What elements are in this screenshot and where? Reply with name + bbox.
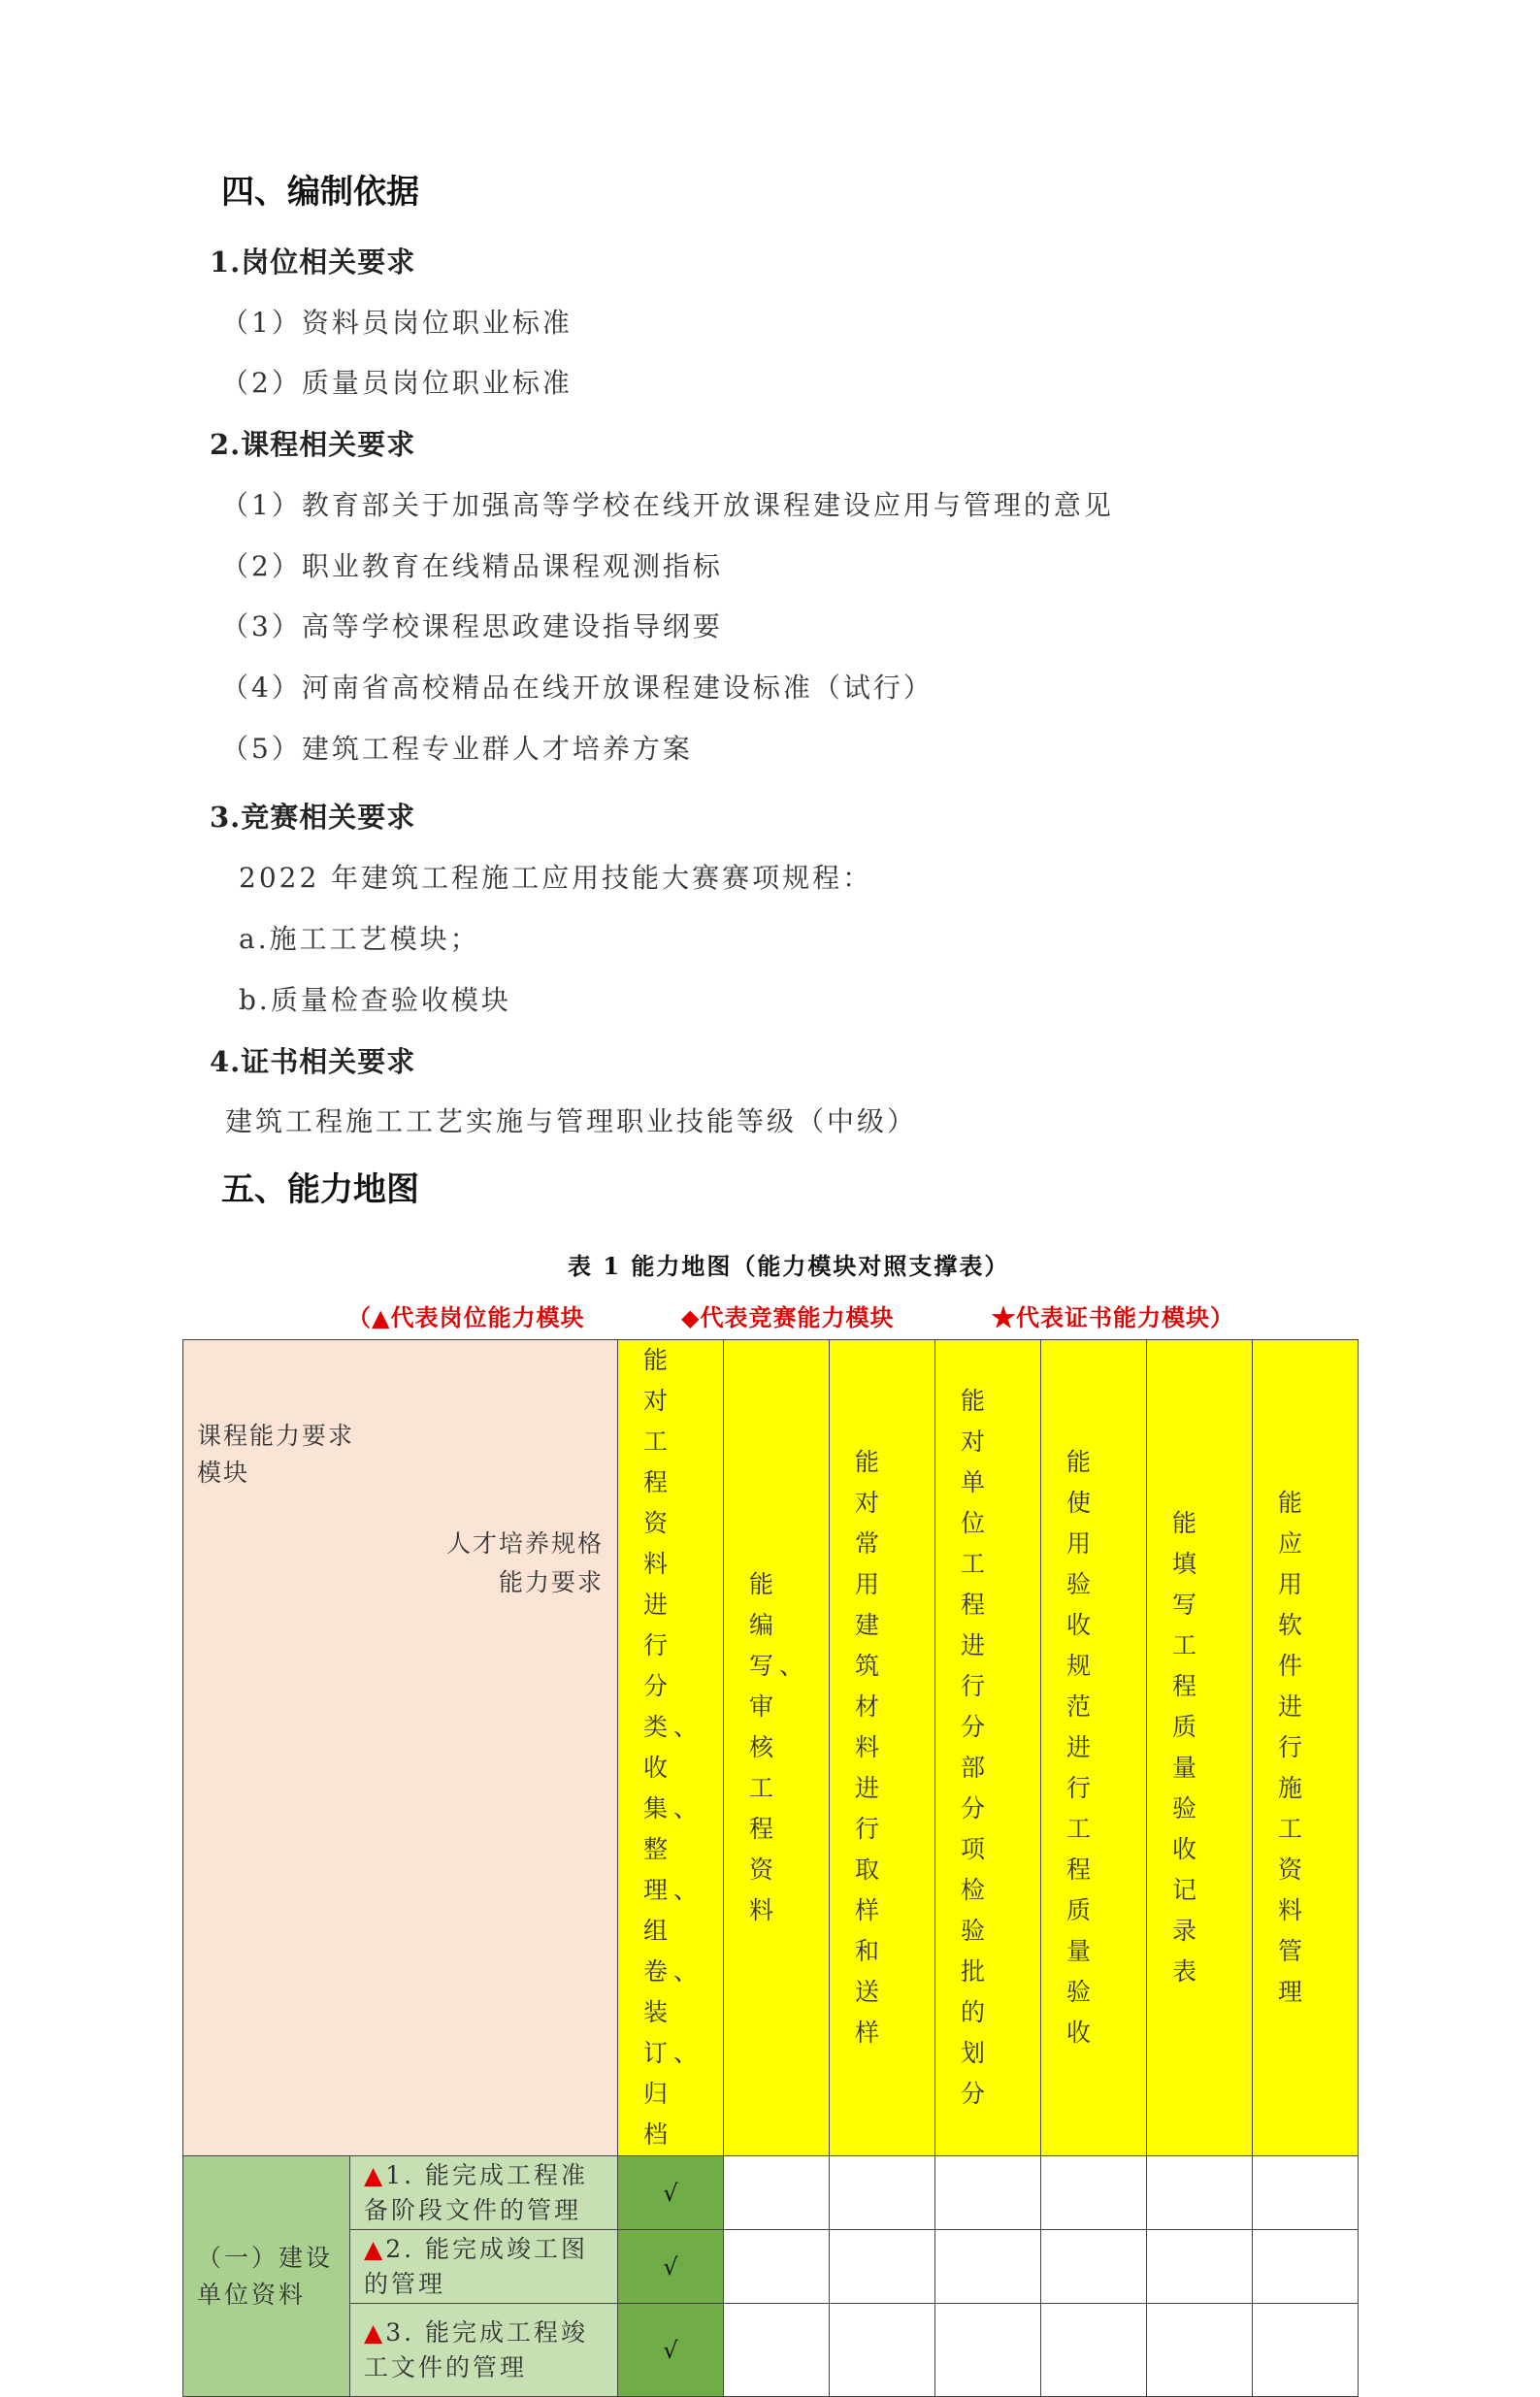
check-cell [1253,2304,1359,2397]
check-cell [1147,2156,1253,2230]
check-cell [1041,2156,1147,2230]
post-marker-icon: ▲ [364,2234,386,2263]
requirement-cell-2 [350,2230,618,2304]
module-cell: （一）建设单位资料 [183,2156,350,2397]
check-cell: √ [618,2304,724,2397]
column-header-7 [1253,1340,1359,2156]
group-3-item-3: b.质量检查验收模块 [239,984,511,1016]
requirement-text-2: 2. 能完成竣工图的管理 [364,2234,589,2298]
group-2-item-2: （2）职业教育在线精品课程观测指标 [221,550,723,582]
check-cell [830,2156,935,2230]
capability-map-table [182,1339,1359,2397]
group-4-item-1: 建筑工程施工工艺实施与管理职业技能等级（中级） [225,1105,918,1137]
group-4-heading: 4.证书相关要求 [210,1045,416,1078]
table-row [183,2156,1359,2230]
corner-label-line-2: 能力要求 [498,1568,604,1596]
column-header-5-text: 能使用验收规范进行工程质量验收 [1066,1448,1098,2047]
column-header-6 [1147,1340,1253,2156]
check-cell [1041,2230,1147,2304]
group-3-item-1: 2022 年建筑工程施工应用技能大赛赛项规程： [239,862,873,894]
check-cell [935,2304,1041,2397]
requirement-text-1: 1. 能完成工程准备阶段文件的管理 [364,2160,589,2224]
column-header-1 [618,1340,724,2156]
check-cell: √ [618,2230,724,2304]
check-cell [1147,2304,1253,2397]
check-cell [935,2156,1041,2230]
legend-competition: ◆代表竞赛能力模块 [681,1303,895,1331]
group-1-heading: 1.岗位相关要求 [210,246,416,279]
check-cell [724,2230,830,2304]
column-header-1-text: 能对工程资料进行分类、收集、整理、组卷、装订、归档 [643,1346,704,2149]
table-corner-cell [183,1340,618,2156]
column-header-2-text: 能编写、审核工程资料 [749,1570,810,1924]
requirement-text-3: 3. 能完成工程竣工文件的管理 [364,2317,589,2381]
column-header-4 [935,1340,1041,2156]
group-3-item-2: a.施工工艺模块； [239,923,480,955]
section-4-title: 四、编制依据 [221,173,419,212]
table-row [183,2230,1359,2304]
column-header-2 [724,1340,830,2156]
requirement-cell-3 [350,2304,618,2397]
corner-label-talent-spec [446,1525,604,1602]
legend-post: （▲代表岗位能力模块 [347,1303,585,1331]
group-2-item-3: （3）高等学校课程思政建设指导纲要 [221,610,723,642]
column-header-3 [830,1340,935,2156]
check-cell [1147,2230,1253,2304]
check-cell [935,2230,1041,2304]
check-cell [724,2156,830,2230]
group-2-item-5: （5）建筑工程专业群人才培养方案 [221,733,693,765]
check-cell [830,2304,935,2397]
table-caption: 表 1 能力地图（能力模块对照支撑表） [568,1252,1010,1280]
group-2-item-1: （1）教育部关于加强高等学校在线开放课程建设应用与管理的意见 [221,489,1114,521]
check-cell [724,2304,830,2397]
group-1-item-1: （1）资料员岗位职业标准 [221,307,573,339]
legend-certificate: ★代表证书能力模块） [992,1303,1234,1331]
post-marker-icon: ▲ [364,2160,386,2189]
group-1-item-2: （2）质量员岗位职业标准 [221,367,573,399]
check-cell: √ [618,2156,724,2230]
check-cell [1041,2304,1147,2397]
column-header-5 [1041,1340,1147,2156]
requirement-cell-1 [350,2156,618,2230]
column-header-7-text: 能应用软件进行施工资料管理 [1278,1489,1309,2006]
table-row [183,2304,1359,2397]
group-2-heading: 2.课程相关要求 [210,428,416,461]
corner-label-line-1: 人才培养规格 [445,1529,604,1558]
section-5-title: 五、能力地图 [221,1170,419,1209]
column-header-6-text: 能填写工程质量验收记录表 [1172,1509,1203,1986]
corner-label-course-modules: 课程能力要求模块 [197,1422,355,1487]
check-cell [1253,2156,1359,2230]
check-cell [830,2230,935,2304]
group-3-heading: 3.竞赛相关要求 [210,801,416,834]
table-header-row [183,1340,1359,2156]
check-cell [1253,2230,1359,2304]
post-marker-icon: ▲ [364,2317,386,2347]
column-header-4-text: 能对单位工程进行分部分项检验批的划分 [961,1387,992,2108]
column-header-3-text: 能对常用建筑材料进行取样和送样 [855,1448,886,2047]
group-2-item-4: （4）河南省高校精品在线开放课程建设标准（试行） [221,672,934,704]
